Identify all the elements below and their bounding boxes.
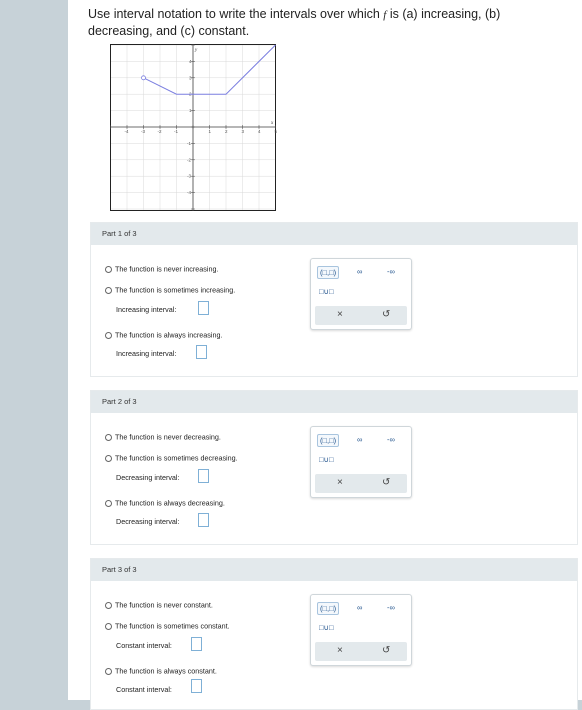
tick-label: 3 (241, 129, 245, 134)
option-always[interactable] (105, 498, 225, 508)
radio-button[interactable] (105, 500, 112, 507)
tick-label: 4 (189, 58, 192, 64)
undo-icon[interactable]: ↺ (382, 309, 391, 320)
y-axis-label: y (195, 48, 198, 53)
option-label: The function is never increasing. (115, 264, 219, 274)
interval-label: Decreasing interval: (116, 517, 180, 526)
math-palette (310, 258, 412, 330)
part-3-panel (90, 558, 578, 710)
math-palette (310, 594, 412, 666)
question-prompt (88, 6, 563, 39)
function-graph (110, 44, 276, 211)
option-label: The function is sometimes decreasing. (115, 453, 238, 463)
part-1-panel (90, 222, 578, 377)
radio-button[interactable] (105, 287, 112, 294)
tick-label: 2 (189, 91, 192, 97)
radio-button[interactable] (105, 623, 112, 630)
interval-input[interactable] (196, 345, 207, 359)
function-variable: f (383, 9, 387, 21)
clear-icon[interactable]: × (337, 477, 343, 488)
question-text-before: Use interval notation to write the intervals over which (88, 7, 384, 21)
tick-label: 3 (189, 75, 192, 81)
tick-label: 5 (274, 129, 278, 134)
option-never[interactable] (105, 600, 213, 610)
infinity-button[interactable]: ∞ (357, 267, 363, 276)
tick-label: 1 (189, 108, 192, 114)
option-label: The function is always increasing. (115, 330, 223, 340)
tick-label: -4 (124, 129, 129, 134)
union-button[interactable]: □∪□ (319, 455, 334, 464)
radio-button[interactable] (105, 332, 112, 339)
option-label: The function is sometimes constant. (115, 621, 230, 631)
tick-label: -1 (174, 129, 179, 134)
palette-footer (315, 306, 407, 325)
palette-footer (315, 642, 407, 661)
option-label: The function is always constant. (115, 666, 217, 676)
option-label: The function is never decreasing. (115, 432, 221, 442)
interval-button[interactable]: (□,□) (317, 602, 339, 615)
math-palette (310, 426, 412, 498)
main-content (68, 0, 582, 700)
part-header: Part 2 of 3 (91, 391, 577, 413)
neg-infinity-button[interactable]: -∞ (387, 435, 395, 444)
interval-label: Constant interval: (116, 641, 172, 650)
option-always[interactable] (105, 330, 222, 340)
option-never[interactable] (105, 432, 221, 442)
part-header: Part 1 of 3 (91, 223, 577, 245)
open-endpoint (142, 76, 146, 80)
infinity-button[interactable]: ∞ (357, 435, 363, 444)
undo-icon[interactable]: ↺ (382, 477, 391, 488)
option-sometimes[interactable] (105, 285, 235, 295)
tick-label: 1 (208, 129, 212, 134)
radio-button[interactable] (105, 668, 112, 675)
neg-infinity-button[interactable]: -∞ (387, 603, 395, 612)
question-text-after: is (a) increasing, (b) decreasing, and (c) constant. (88, 7, 501, 38)
interval-button[interactable]: (□,□) (317, 434, 339, 447)
interval-input[interactable] (198, 469, 209, 483)
interval-input[interactable] (191, 679, 202, 693)
clear-icon[interactable]: × (337, 645, 343, 656)
infinity-button[interactable]: ∞ (357, 603, 363, 612)
option-always[interactable] (105, 666, 217, 676)
interval-label: Constant interval: (116, 685, 172, 694)
interval-label: Increasing interval: (116, 349, 177, 358)
tick-label: -3 (187, 173, 192, 179)
tick-label: -3 (141, 129, 146, 134)
option-sometimes[interactable] (105, 621, 230, 631)
radio-button[interactable] (105, 266, 112, 273)
radio-button[interactable] (105, 434, 112, 441)
option-never[interactable] (105, 264, 218, 274)
tick-label: -4 (187, 190, 192, 196)
part-header: Part 3 of 3 (91, 559, 577, 581)
palette-footer (315, 474, 407, 493)
interval-button[interactable]: (□,□) (317, 266, 339, 279)
interval-input[interactable] (198, 301, 209, 315)
interval-label: Decreasing interval: (116, 473, 180, 482)
neg-infinity-button[interactable]: -∞ (387, 267, 395, 276)
interval-input[interactable] (198, 513, 209, 527)
union-button[interactable]: □∪□ (319, 287, 334, 296)
radio-button[interactable] (105, 602, 112, 609)
interval-input[interactable] (191, 637, 202, 651)
option-label: The function is never constant. (115, 600, 213, 610)
clear-icon[interactable]: × (337, 309, 343, 320)
undo-icon[interactable]: ↺ (382, 645, 391, 656)
x-axis-label: x (271, 121, 274, 126)
option-sometimes[interactable] (105, 453, 238, 463)
interval-label: Increasing interval: (116, 305, 177, 314)
tick-label: 2 (225, 129, 228, 134)
option-label: The function is always decreasing. (115, 498, 225, 508)
part-2-panel (90, 390, 578, 545)
tick-label: 4 (258, 129, 261, 134)
tick-label: -1 (187, 140, 192, 146)
union-button[interactable]: □∪□ (319, 623, 334, 632)
tick-label: -2 (157, 129, 162, 134)
tick-label: -2 (187, 157, 192, 163)
option-label: The function is sometimes increasing. (115, 285, 236, 295)
radio-button[interactable] (105, 455, 112, 462)
